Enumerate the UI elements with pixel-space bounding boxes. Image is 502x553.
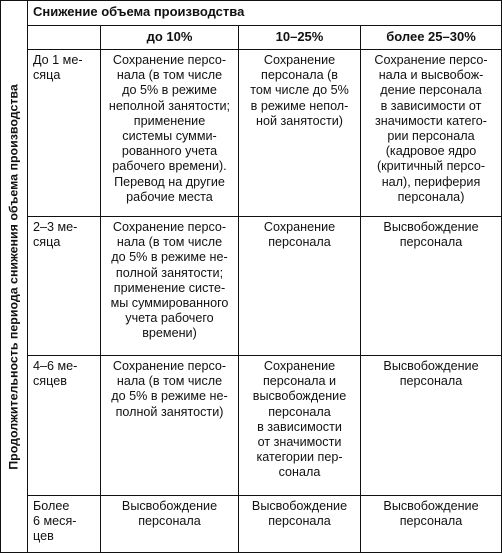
table-cell: Высвобождение персонала	[101, 496, 239, 553]
table-cell: Высвобождение персонала	[361, 217, 502, 356]
table-cell: Сохранение персонала и высвобождение персонала в зависимости от значимости категории пер- сонала	[239, 356, 361, 496]
table-cell: Сохранение персо- нала (в том числе до 5% в режиме не- полной занятости)	[101, 356, 239, 496]
column-header: до 10%	[101, 26, 239, 50]
row-axis-label-cell	[1, 1, 28, 553]
table-cell: Сохранение персо- нала и высвобож- дение персонала в зависимости от значимости катего- рии персонала (кадровое ядро (критичный персо- нал), периферия персонала)	[361, 50, 502, 217]
table-title: Снижение объема производства	[28, 1, 502, 26]
table-cell: Высвобождение персонала	[361, 496, 502, 553]
column-header-row	[1, 26, 502, 50]
period-cell: 2–3 ме- сяца	[28, 217, 101, 356]
period-cell: 4–6 ме- сяцев	[28, 356, 101, 496]
table-cell: Высвобождение персонала	[361, 356, 502, 496]
table-cell: Сохранение персо- нала (в том числе до 5% в режиме не- полной занятости; применение систе- мы суммированного учета рабочего времени)	[101, 217, 239, 356]
table-row	[1, 356, 502, 496]
table-cell: Сохранение персонала	[239, 217, 361, 356]
table-row	[1, 50, 502, 217]
table-row	[1, 217, 502, 356]
table-cell: Сохранение персонала (в том числе до 5% в режиме непол- ной занятости)	[239, 50, 361, 217]
period-cell: До 1 ме- сяца	[28, 50, 101, 217]
column-header: 10–25%	[239, 26, 361, 50]
table-cell: Сохранение персо- нала (в том числе до 5% в режиме неполной занятости; применение системы сумми- рованного учета рабочего времени). Перевод на другие рабочие места	[101, 50, 239, 217]
table-cell: Высвобождение персонала	[239, 496, 361, 553]
table-row	[1, 496, 502, 553]
title-row	[1, 1, 502, 26]
column-header: более 25–30%	[361, 26, 502, 50]
row-axis-label: Продолжительность периода снижения объема производства	[6, 83, 21, 470]
period-cell: Более 6 меся- цев	[28, 496, 101, 553]
empty-header-cell	[28, 26, 101, 50]
